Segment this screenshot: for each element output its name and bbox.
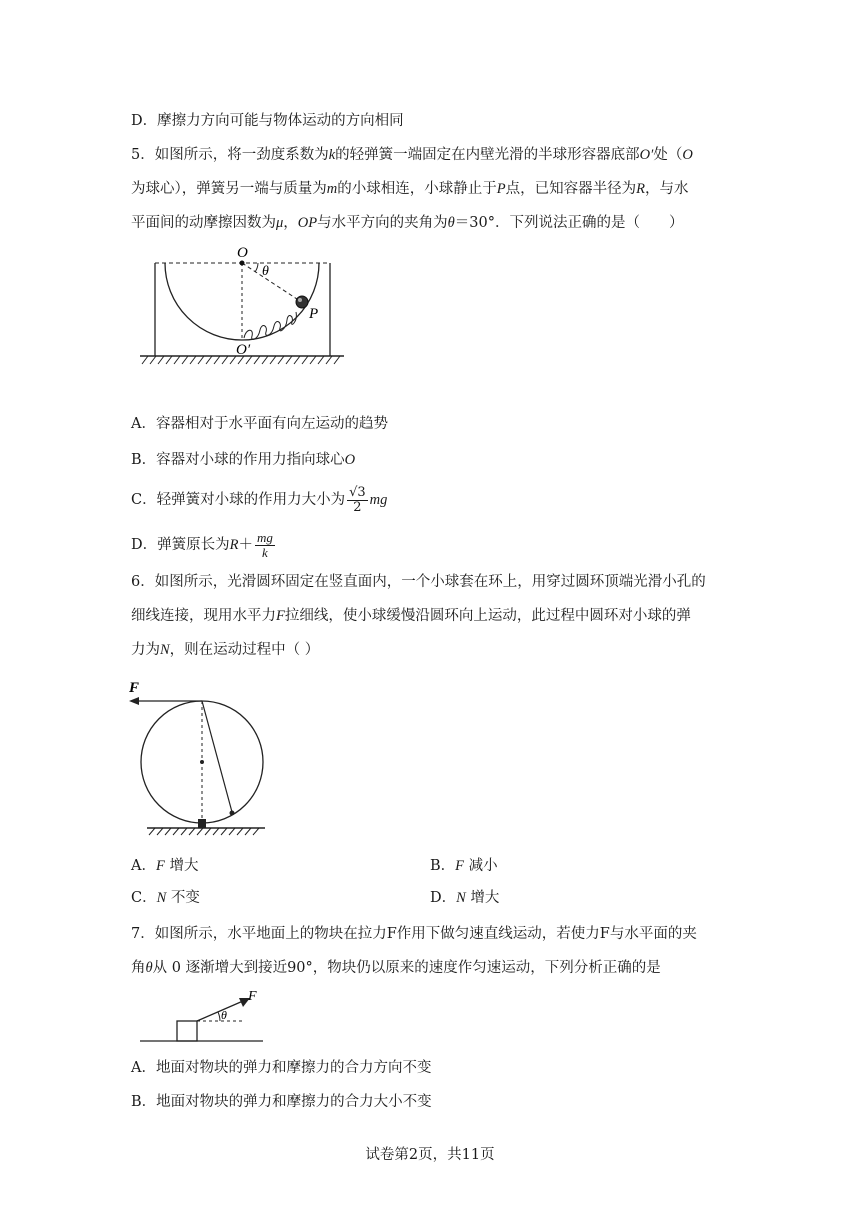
ring-center-dot xyxy=(200,760,204,764)
q7-stem-line1: 7．如图所示，水平地面上的物块在拉力F作用下做匀速直线运动，若使力F与水平面的夹 xyxy=(131,926,697,942)
q7-option-a: A．地面对物块的弹力和摩擦力的合力方向不变 xyxy=(131,1060,432,1076)
label-f: F xyxy=(129,680,140,696)
force-arrowhead xyxy=(129,697,139,705)
page-footer: 试卷第2页，共11页 xyxy=(365,1147,495,1163)
center-o-dot xyxy=(240,261,245,266)
q7-stem-line2: 角θ从 0 逐渐增大到接近90°，物块仍以原来的速度作匀速运动，下列分析正确的是 xyxy=(131,960,661,976)
support-block xyxy=(198,819,206,828)
q6-figure-ring xyxy=(125,676,285,836)
label-o-prime: O′ xyxy=(236,342,251,358)
label-f: F xyxy=(248,989,257,1004)
q5-figure-hemisphere-spring xyxy=(130,242,350,372)
q5-stem-line2: 为球心），弹簧另一端与质量为m的小球相连，小球静止于P点，已知容器半径为R，与水 xyxy=(131,181,689,197)
q6-stem-line3: 力为N，则在运动过程中（ ） xyxy=(131,642,320,658)
q5-option-b: B．容器对小球的作用力指向球心O xyxy=(131,452,356,468)
q6-option-b: B．F 减小 xyxy=(430,858,498,874)
q4-option-d: D．摩擦力方向可能与物体运动的方向相同 xyxy=(131,113,404,129)
q7-figure-block xyxy=(138,986,278,1046)
q6-stem-line2: 细线连接，现用水平力F拉细线，使小球缓慢沿圆环向上运动，此过程中圆环对小球的弹 xyxy=(131,608,691,624)
label-p: P xyxy=(309,306,319,322)
q5-option-c: C．轻弹簧对小球的作用力大小为 $\frac{√3}{2}$ mg xyxy=(131,484,388,515)
q5-option-d: D．弹簧原长为R＋ $\frac{mg}{k}$ xyxy=(131,529,273,560)
q5-option-a: A．容器相对于水平面有向左运动的趋势 xyxy=(131,416,388,432)
q6-option-c: C．N 不变 xyxy=(131,890,200,906)
label-theta: θ xyxy=(262,264,269,279)
label-theta: θ xyxy=(221,1008,227,1022)
q7-option-b: B．地面对物块的弹力和摩擦力的合力大小不变 xyxy=(131,1094,432,1110)
q5-stem-line3: 平面间的动摩擦因数为μ，OP与水平方向的夹角为θ＝30°．下列说法正确的是（ ） xyxy=(131,215,684,231)
q5-stem-line1: 5．如图所示，将一劲度系数为k的轻弹簧一端固定在内壁光滑的半球形容器底部O′处（O xyxy=(131,147,693,163)
q6-option-d: D．N 增大 xyxy=(430,890,500,906)
q6-stem-line1: 6．如图所示，光滑圆环固定在竖直面内，一个小球套在环上，用穿过圆环顶端光滑小孔的 xyxy=(131,574,706,590)
ground-hatching xyxy=(149,828,259,835)
ball-p xyxy=(296,296,308,308)
ball xyxy=(230,811,235,816)
q6-option-a: A．F 增大 xyxy=(131,858,199,874)
label-o: O xyxy=(237,245,248,261)
